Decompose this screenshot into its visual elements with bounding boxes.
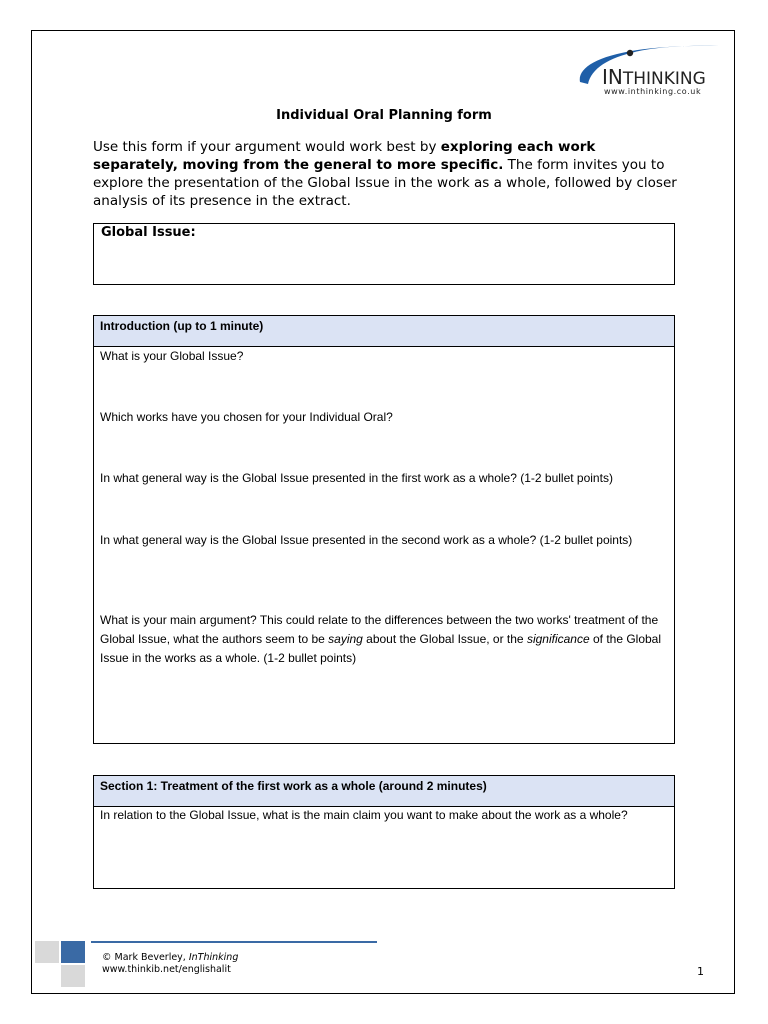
question-second-work: In what general way is the Global Issue presented in the second work as a whole? (1-2 bullet points) (100, 533, 633, 547)
intro-text-end: The form invites you to explore the presentation of the Global Issue in the work as a whole, followed by closer analysis of its presence in the extract. (93, 157, 677, 209)
footer-brand: InThinking (188, 952, 239, 963)
introduction-section[interactable] (93, 315, 675, 744)
footer-copyright-line (102, 952, 238, 964)
main-argument-text-1: What is your main argument? This could relate to the differences between the two works' treatment of the Global Issue, what the authors seem to be (100, 613, 659, 646)
global-issue-label: Global Issue: (101, 225, 196, 240)
section-1[interactable] (93, 775, 675, 889)
question-main-argument (100, 611, 665, 668)
intro-text-bold: exploring each work separately, moving from the general to more specific. (93, 139, 596, 173)
question-main-claim: In relation to the Global Issue, what is the main claim you want to make about the work as a whole? (100, 808, 628, 822)
main-argument-text-2: about the Global Issue, or the (362, 632, 527, 646)
global-issue-box[interactable] (93, 223, 675, 285)
main-argument-italic-significance: significance (526, 632, 590, 646)
main-argument-text-3: of the Global Issue in the works as a whole. (1-2 bullet points) (100, 632, 662, 665)
question-first-work: In what general way is the Global Issue presented in the first work as a whole? (1-2 bullet points) (100, 471, 613, 485)
intro-paragraph (93, 138, 683, 210)
footer-copyright: © Mark Beverley, (102, 952, 189, 963)
footer-square-grey-top (35, 941, 59, 963)
logo-url: www.inthinking.co.uk (604, 87, 702, 96)
footer-decoration (35, 941, 85, 987)
question-global-issue: What is your Global Issue? (100, 349, 244, 363)
section-1-header: Section 1: Treatment of the first work as a whole (around 2 minutes) (94, 776, 674, 807)
footer-credit (102, 952, 238, 976)
logo-figure-head (627, 50, 633, 56)
footer-square-grey-bottom (61, 965, 85, 987)
page-title: Individual Oral Planning form (276, 108, 492, 123)
main-argument-italic-saying: saying (328, 632, 363, 646)
logo-wordmark: INTHINKING (602, 65, 706, 89)
question-works-chosen: Which works have you chosen for your Individual Oral? (100, 410, 393, 424)
page-number: 1 (697, 965, 704, 978)
footer-url: www.thinkib.net/englishalit (102, 964, 231, 975)
intro-text-start: Use this form if your argument would work best by (93, 139, 441, 155)
footer-square-blue (61, 941, 85, 963)
footer-rule (91, 941, 377, 943)
introduction-header: Introduction (up to 1 minute) (94, 316, 674, 347)
